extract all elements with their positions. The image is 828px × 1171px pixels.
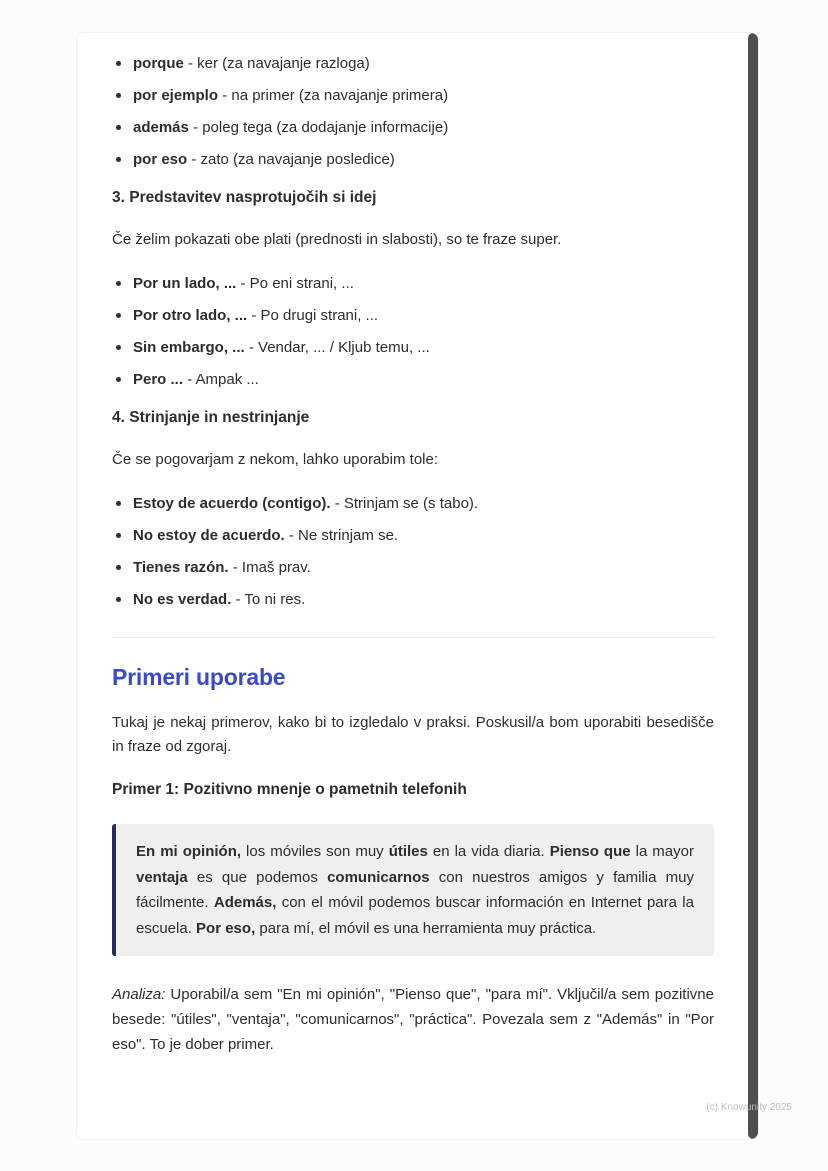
analysis-text: Uporabil/a sem "En mi opinión", "Pienso que", "para mí". Vključil/a sem pozitivne besede: "útiles", "ventaja", "comunicarnos", "práctica". Povezala sem z "Además" in "Por eso". To je dober primer. <box>112 986 714 1053</box>
definition-text: - Imaš prav. <box>228 559 311 576</box>
definition-text: - Po drugi strani, ... <box>247 307 379 324</box>
term-text: Pero ... <box>133 371 184 388</box>
list-item <box>116 524 714 547</box>
quote-text: los móviles son muy <box>241 843 389 860</box>
term-text: No es verdad. <box>133 591 232 608</box>
definition-text: - Vendar, ... / Kljub temu, ... <box>244 339 430 356</box>
definition-text: - Ampak ... <box>183 371 259 388</box>
bullet-icon <box>116 565 121 570</box>
analysis-paragraph <box>112 982 714 1057</box>
examples-section-title: Primeri uporabe <box>112 664 286 690</box>
list-item <box>116 148 714 171</box>
connector-phrases-list <box>112 52 714 171</box>
quote-bold-text: Por eso, <box>196 919 256 937</box>
bullet-icon <box>116 377 121 382</box>
bullet-icon <box>116 597 121 602</box>
agreement-intro-paragraph: Če se pogovarjam z nekom, lahko uporabim tole: <box>112 451 439 468</box>
term-text: porque <box>133 55 184 72</box>
document-card <box>76 32 759 1140</box>
bullet-icon <box>116 345 121 350</box>
definition-text: - Ne strinjam se. <box>284 527 399 544</box>
term-text: Estoy de acuerdo (contigo). <box>133 495 331 512</box>
list-item <box>116 556 714 579</box>
contrast-intro-paragraph: Če želim pokazati obe plati (prednosti in slabosti), so te fraze super. <box>112 231 562 248</box>
quote-bold-text: Pienso que <box>549 843 631 860</box>
list-item <box>116 492 714 515</box>
bullet-icon <box>116 125 121 130</box>
term-text: No estoy de acuerdo. <box>133 527 285 544</box>
bullet-icon <box>116 61 121 66</box>
quote-bold-text: Además, <box>213 894 277 911</box>
examples-intro-paragraph: Tukaj je nekaj primerov, kako bi to izgledalo v praksi. Poskusil/a bom uporabiti besedišče in fraze od zgoraj. <box>112 714 714 755</box>
definition-text: - Strinjam se (s tabo). <box>330 495 479 512</box>
contrast-phrases-list <box>112 272 714 391</box>
definition-text: - ker (za navajanje razloga) <box>183 55 370 72</box>
example1-heading: Primer 1: Pozitivno mnenje o pametnih telefonih <box>112 781 467 798</box>
definition-text: - na primer (za navajanje primera) <box>218 87 449 104</box>
quote-bold-text: comunicarnos <box>327 868 430 886</box>
bullet-icon <box>116 281 121 286</box>
scrollbar[interactable] <box>748 33 758 1139</box>
quote-bold-text: útiles <box>388 843 428 860</box>
term-text: Tienes razón. <box>133 559 229 576</box>
term-text: Por un lado, ... <box>133 275 237 292</box>
watermark: (c) Knowunity 2025 <box>706 1102 792 1113</box>
term-text: Sin embargo, ... <box>133 339 245 356</box>
definition-text: - zato (za navajanje posledice) <box>187 151 395 168</box>
definition-text: - poleg tega (za dodajanje informacije) <box>188 119 449 136</box>
quote-bold-text: En mi opinión, <box>136 843 242 860</box>
quote-text: la mayor <box>630 843 694 860</box>
list-item <box>116 304 714 327</box>
quote-bold-text: ventaja <box>136 868 188 886</box>
quote-text: con nuestros amigos y familia muy fácilmente. <box>136 868 695 911</box>
term-text: Por otro lado, ... <box>133 307 248 324</box>
bullet-icon <box>116 157 121 162</box>
definition-text: - Po eni strani, ... <box>236 275 354 292</box>
list-item <box>116 588 714 611</box>
quote-text: para mí, el móvil es una herramienta muy práctica. <box>255 919 597 937</box>
list-item <box>116 116 714 139</box>
bullet-icon <box>116 533 121 538</box>
bullet-icon <box>116 93 121 98</box>
list-item <box>116 368 714 391</box>
agreement-phrases-list <box>112 492 714 611</box>
bullet-icon <box>116 313 121 318</box>
list-item <box>116 336 714 359</box>
quote-text: en la vida diaria. <box>427 843 550 860</box>
list-item <box>116 272 714 295</box>
list-item <box>116 84 714 107</box>
term-text: además <box>133 119 189 136</box>
heading-contrast: 3. Predstavitev nasprotujočih si idej <box>112 189 377 206</box>
list-item <box>116 52 714 75</box>
term-text: por ejemplo <box>133 87 219 104</box>
section-divider <box>112 637 714 638</box>
quote-text: con el móvil podemos buscar información en Internet para la escuela. <box>136 894 694 937</box>
heading-agreement: 4. Strinjanje in nestrinjanje <box>112 409 310 426</box>
quote-text: es que podemos <box>187 868 328 886</box>
bullet-icon <box>116 501 121 506</box>
example-quote <box>112 824 714 956</box>
term-text: por eso <box>133 151 188 168</box>
document-content <box>77 33 758 1057</box>
definition-text: - To ni res. <box>231 591 306 608</box>
analysis-label: Analiza: <box>112 986 166 1003</box>
